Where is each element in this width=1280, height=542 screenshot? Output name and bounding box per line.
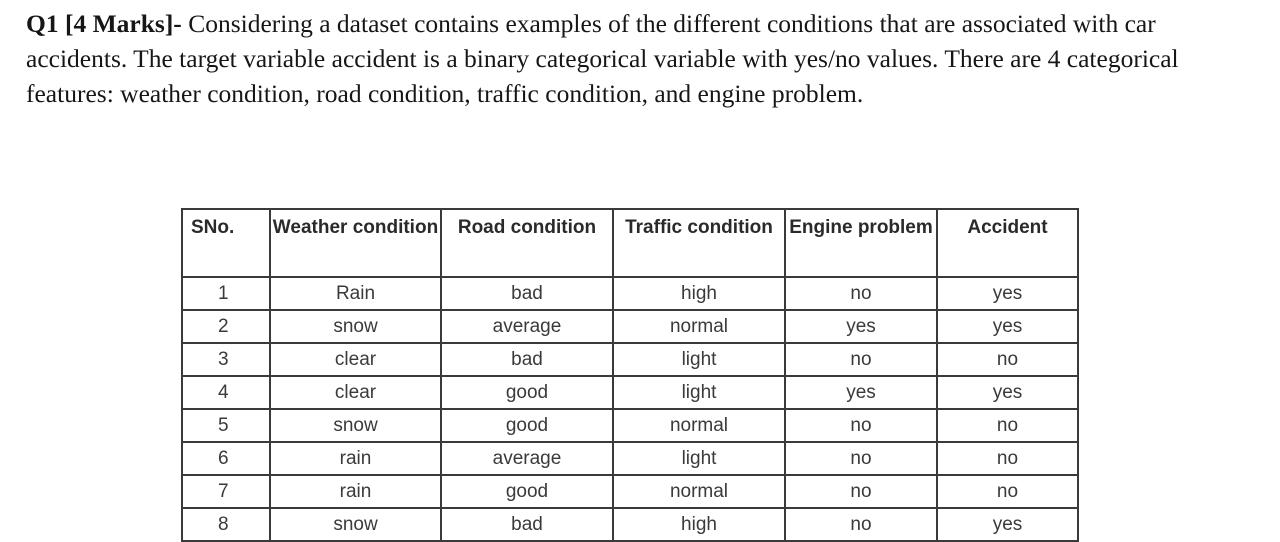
header-traffic-condition: Traffic condition — [613, 209, 785, 277]
cell-accident: no — [937, 475, 1078, 508]
cell-weather: snow — [270, 409, 441, 442]
cell-weather: clear — [270, 343, 441, 376]
cell-sno: 7 — [182, 475, 270, 508]
cell-engine: no — [785, 475, 937, 508]
table-row — [182, 376, 1078, 409]
cell-traffic: light — [613, 376, 785, 409]
table-row — [182, 310, 1078, 343]
cell-traffic: light — [613, 343, 785, 376]
cell-traffic: normal — [613, 310, 785, 343]
cell-engine: no — [785, 343, 937, 376]
cell-accident: yes — [937, 277, 1078, 310]
header-engine-problem: Engine problem — [785, 209, 937, 277]
table-row — [182, 508, 1078, 541]
cell-road: bad — [441, 508, 613, 541]
cell-accident: no — [937, 442, 1078, 475]
table-row — [182, 277, 1078, 310]
dataset-table — [181, 208, 1079, 542]
cell-accident: yes — [937, 376, 1078, 409]
cell-sno: 5 — [182, 409, 270, 442]
cell-road: good — [441, 475, 613, 508]
table-row — [182, 343, 1078, 376]
cell-sno: 4 — [182, 376, 270, 409]
cell-sno: 1 — [182, 277, 270, 310]
cell-weather: clear — [270, 376, 441, 409]
cell-engine: no — [785, 508, 937, 541]
cell-engine: yes — [785, 310, 937, 343]
question-body: Considering a dataset contains examples of the different conditions that are associated with car accidents. The target variable accident is a binary categorical variable with yes/no values. There are 4 categorical features: weather condition, road condition, traffic condition, and engine problem. — [26, 9, 1179, 108]
cell-road: average — [441, 310, 613, 343]
table-header-row — [182, 209, 1078, 277]
cell-weather: snow — [270, 508, 441, 541]
question-text — [26, 6, 1261, 111]
cell-road: bad — [441, 343, 613, 376]
cell-accident: no — [937, 343, 1078, 376]
cell-sno: 2 — [182, 310, 270, 343]
table-body — [182, 277, 1078, 541]
question-label: Q1 [4 Marks]- — [26, 9, 182, 38]
table-row — [182, 475, 1078, 508]
header-sno: SNo. — [182, 209, 270, 277]
cell-traffic: normal — [613, 475, 785, 508]
cell-traffic: high — [613, 277, 785, 310]
cell-weather: rain — [270, 442, 441, 475]
cell-engine: no — [785, 277, 937, 310]
cell-accident: yes — [937, 508, 1078, 541]
cell-accident: yes — [937, 310, 1078, 343]
cell-traffic: high — [613, 508, 785, 541]
cell-sno: 8 — [182, 508, 270, 541]
cell-road: good — [441, 409, 613, 442]
header-road-condition: Road condition — [441, 209, 613, 277]
cell-weather: snow — [270, 310, 441, 343]
header-accident: Accident — [937, 209, 1078, 277]
table-row — [182, 442, 1078, 475]
header-weather-condition: Weather condition — [270, 209, 441, 277]
cell-engine: no — [785, 409, 937, 442]
cell-road: bad — [441, 277, 613, 310]
cell-road: average — [441, 442, 613, 475]
cell-sno: 6 — [182, 442, 270, 475]
cell-traffic: normal — [613, 409, 785, 442]
table-row — [182, 409, 1078, 442]
cell-traffic: light — [613, 442, 785, 475]
cell-accident: no — [937, 409, 1078, 442]
cell-engine: no — [785, 442, 937, 475]
cell-sno: 3 — [182, 343, 270, 376]
dataset-table-container — [181, 208, 1079, 542]
cell-road: good — [441, 376, 613, 409]
cell-weather: Rain — [270, 277, 441, 310]
cell-weather: rain — [270, 475, 441, 508]
cell-engine: yes — [785, 376, 937, 409]
